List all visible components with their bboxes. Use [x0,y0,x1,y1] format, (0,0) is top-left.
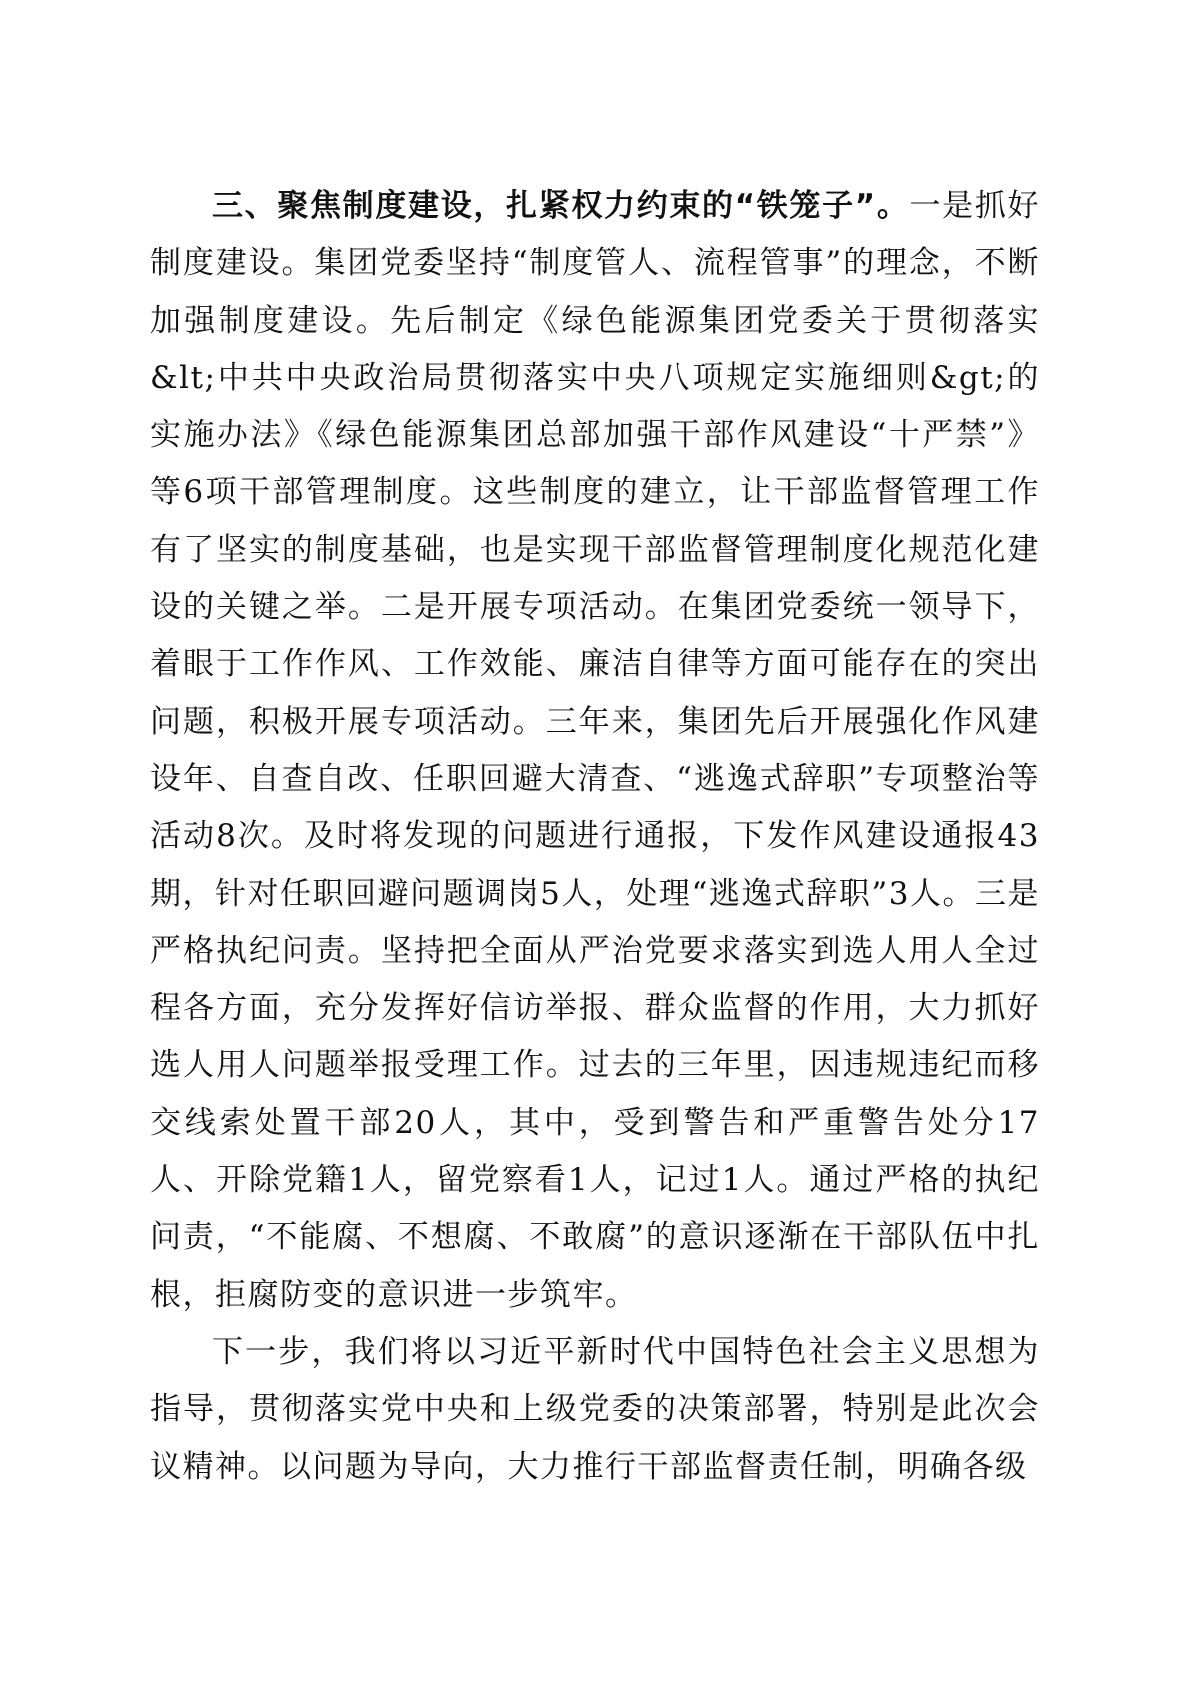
paragraph-text: 一是抓好制度建设。集团党委坚持“制度管人、流程管事”的理念，不断加强制度建设。先后制定《绿色能源集团党委关于贯彻落实&lt;中共中央政治局贯彻落实中央八项规定实施细则&gt;的实施办法》《绿色能源集团总部加强干部作风建设“十严禁”》等6项干部管理制度。这些制度的建立，让干部监督管理工作有了坚实的制度基础，也是实现干部监督管理制度化规范化建设的关键之举。二是开展专项活动。在集团党委统一领导下，着眼于工作作风、工作效能、廉洁自律等方面可能存在的突出问题，积极开展专项活动。三年来，集团先后开展强化作风建设年、自查自改、任职回避大清查、“逃逸式辞职”专项整治等活动8次。及时将发现的问题进行通报，下发作风建设通报43期，针对任职回避问题调岗5人，处理“逃逸式辞职”3人。三是严格执纪问责。坚持把全面从严治党要求落实到选人用人全过程各方面，充分发挥好信访举报、群众监督的作用，大力抓好选人用人问题举报受理工作。过去的三年里，因违规违纪而移交线索处置干部20人，其中，受到警告和严重警告处分17人、开除党籍1人，留党察看1人，记过1人。通过严格的执纪问责，“不能腐、不想腐、不敢腐”的意识逐渐在干部队伍中扎根，拒腐防变的意识进一步筑牢。 [150,188,1041,1313]
paragraph-text: 下一步，我们将以习近平新时代中国特色社会主义思想为指导，贯彻落实党中央和上级党委的决策部署，特别是此次会议精神。以问题为导向，大力推行干部监督责任制，明确各级 [150,1333,1040,1485]
section-heading: 三、聚焦制度建设，扎紧权力约束的“铁笼子”。 [212,188,910,224]
paragraph-institution-building [150,178,1040,1324]
document-body [150,178,1040,1496]
paragraph-next-steps [150,1324,1040,1496]
